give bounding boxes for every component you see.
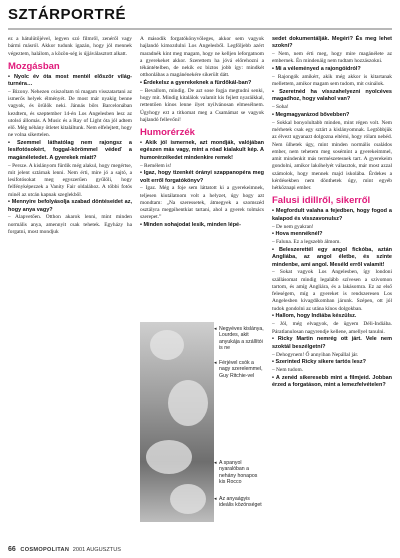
- header-divider: [8, 28, 392, 30]
- question: • Akik jól ismernek, azt mondják, valójában egészen más vagy, mint a róad kialakult kép. A humorérzékedet mindenkire remek!: [140, 140, 264, 161]
- photo-captions: [214, 322, 264, 522]
- answer: – Sokkal bonyolultabb minden, mint régen volt. Nem mérhetek csak egy sztárt a kislányomnak. Legtöbbjük az élvezt ugyanazt dolgozna eltérni, hogy rólam nebéd. Nem ülhetek úgy, mint minden normális családos ember, nem tehetem meg sosémint a gyerekeimmel, amit mindenkit más természetesnek tart. A gyerekeim gondolni, amikor lakóhelyét választok, már most azzal számolok, hogy mennek majd iskolába. Érdekes a kérdésekben nem dönthetek úgy, mint egyéb hétköznapi ember.: [272, 119, 392, 192]
- page-number: 66: [8, 546, 16, 553]
- photo-collage: [140, 322, 264, 522]
- question: • Szerinted Ricky sikere tartós lesz?: [272, 359, 366, 366]
- article-column-2: [140, 36, 264, 230]
- question: • A zenéd sikeresebb mint a filmjeid. Jobban érzed a forgatáson, mint a lemezfelvételen?: [272, 375, 392, 389]
- answer: – Faluna. Ez a legszebb álmom.: [272, 239, 341, 246]
- answer: – Sokat vagyok Los Angelesben, így londoni szállásomat mindig legalább szívesen a szívomon tartom, és amíg Angliára, és a lakásomra. Ez az első feleségem, míg a gyereket is rendszeresen Los Angelesben kivagdikomban járunk. Szépen, ott jól tudok gondolni az utána kínos dolgokban.: [272, 269, 392, 312]
- question: • Érdekelsz a gyerekeknek a fürdőkál-ban?: [140, 80, 252, 87]
- question: • Beleszerettél egy angol fickóba, aztán Angliába, az angol életbe, és szinte mindenbe, ami angol. Meséld erről valamit!: [272, 247, 392, 268]
- caption-arrow-icon: ◂: [214, 496, 217, 502]
- question: • Megmagyarázod bővebben?: [272, 112, 350, 119]
- question: • Megfordult valaha a fejedben, hogy fogod a kalapod és visszavonulsz?: [272, 208, 392, 222]
- answer: – Igaz. Még a foje sem láttatott ki a gyerekeimnek, teljesen kiutálatnom volt a helyzet, úgy hogy azt mondtam: „Na szeressetek, átmegyek a szomszéd osztályra megpihentkiat tartani, ahol a gyerek tolmács szerepet.”: [140, 185, 264, 221]
- subheading-mozgasban: Mozgásban: [8, 60, 60, 72]
- question: • Ricky Martin nemrég ott járt. Vele nem szoktál beszélgetni?: [272, 336, 392, 350]
- question: • Mennyire befolyásolja szabad döntéseidet az, hogy anya vagy?: [8, 199, 132, 213]
- answer: – Bevallom, mindig. De azt sose fogja megtudni senki, hogy mit. Mindig kitalálok valamit kis fejlett nyaráikkal, rettentően kínos lenne ilyet nyilvánosan elmesélnem. Úgyhogy ezt a titkomat meg a Csamámat se vagyok hajlandó fellevőni!: [140, 87, 264, 123]
- paragraph: ez a hátulütőjével, legyen szó filmről, zenéről vagy bármi másról. Akkor tudunk igazán, hogy jól mennek végeztem, halálom, a közön-ség is újjáválasztott alkatt.: [8, 36, 132, 57]
- caption-arrow-icon: ◂: [214, 360, 217, 366]
- question: • Hallom, hogy Indiába készülsz.: [272, 313, 357, 320]
- question: • Hova mennéknél?: [272, 231, 323, 238]
- article-column-3: [272, 36, 392, 390]
- subheading-falusi-idill: Falusi idillről, sikerről: [272, 195, 371, 207]
- caption-arrow-icon: ◂: [214, 460, 217, 466]
- page-header: [8, 6, 392, 30]
- photo-caption: ◂ Az anyaágyis ideális közönséget: [214, 496, 262, 509]
- photo-caption: ◂ A spanyol nyaralóban a nehány honapos kis Rocco: [214, 460, 258, 485]
- answer: – Dehogynem! Ő annyiban Nepállal jár.: [272, 351, 359, 358]
- photo-collage-image: [140, 322, 214, 522]
- answer: – Rajongók amikért, akik még akkor is kitartanak mellettem, amikor magam sem tudom, mit csinálok.: [272, 74, 392, 88]
- page-footer: [8, 546, 121, 553]
- paragraph: A második forgatókönyvöleges, akkor sem vagyok hajlandó kimozdulni Los Angelesből. Legföljebb azért maradnék kint meg magam, hogy ne kelljen leforgatnom a gyerekeket akkor. Szerettem ha jóvá előrehozni a tékántételben, de nekik ez biztos jobb így: mindkét otthonlábas a magánénekére sikerült dátt.: [140, 36, 264, 79]
- question: sedet dokumentálják. Megéri? És meg lehet szokni?: [272, 36, 392, 50]
- answer: – Nem tudom.: [272, 367, 303, 374]
- question: • Szemmel láthatólag nem rajongsz a lesifotósokért, foggal-körömmel védeď a magánéletedet. A gyerekek miatt?: [8, 140, 132, 161]
- answer: – De nem gyakran!: [272, 223, 314, 230]
- question: • Igaz, hogy tizenkét órányi szappanopéra meg volt erről forgatókönyv?: [140, 170, 264, 184]
- question: • Nyolc év óta most mentél először világ-turnéra…: [8, 73, 132, 87]
- article-column-1: [8, 36, 132, 237]
- answer: – Soha!: [272, 104, 289, 111]
- answer: – Remélem is!: [140, 162, 172, 169]
- subheading-humorerzek: Humorérzék: [140, 127, 195, 139]
- answer: – Jól, még elvagyok, de ügyem Déli-Indiába. Páratlanulosan nagyrendje kellene, amellyel tanulni.: [272, 321, 392, 335]
- question: • Mi a véleményed a rajongóidról?: [272, 66, 361, 73]
- photo-caption: ◂ Férjével csók a nagy szerelemmel, Guy Ritchie-vel: [214, 360, 263, 379]
- question: • Szeretnéd ha vísszahelyezni nyolcéves magadhoz, hogy valahol van?: [272, 89, 392, 103]
- section-label: SZTÁRPORTRÉ: [8, 6, 126, 23]
- answer: – Persze. A kislányom fürdik még alakul, hogy megértse, mit jelent sztárnak lenni. Nem érti, mire jó a sajtó, a lesifotósokat meg egyszerűen gyűlöli, hogy felfényképezzek a Vanity Fair oldalához. A többi fotós minél az utcán kapnak szeglekből.: [8, 162, 132, 198]
- answer: – Bizony. Nehezen csiszoltam tú magam visszatartani az ismerős helyek élményét. De most már nyakig benne vagyok, és örülök neki. Jánnás bőrs Barcelonában kezdtem, és szeptember 14-én Los Angelesben lesz az utolsó állomás. A Music és a Ray of Light óta jól adtem elő. Még néhány ötletet kitaláltunk. Nem elfelejtett, hogy ne volna sikertelen.: [8, 88, 132, 139]
- caption-arrow-icon: ◂: [214, 326, 217, 332]
- magazine-name: COSMOPOLITAN: [20, 547, 70, 553]
- answer: – Alapvetően. Otthon akarok lenni, mint minden normális anya, amennyit csak tehetek. Egyházy ha forgatni, most mondjuk: [8, 214, 132, 235]
- answer: – Nem, nem érti meg, hogy mire magánélete az embernek. Én mindenáig nem tudtam hozzászokni.: [272, 51, 392, 65]
- issue-date: 2001 AUGUSZTUS: [72, 547, 121, 553]
- photo-caption: ◂ Negyéves kislánya, Lourdes, akit anyukája a szállítói is ne: [214, 326, 264, 351]
- question: • Minden sohajodat lesik, minden lépé-: [140, 222, 241, 229]
